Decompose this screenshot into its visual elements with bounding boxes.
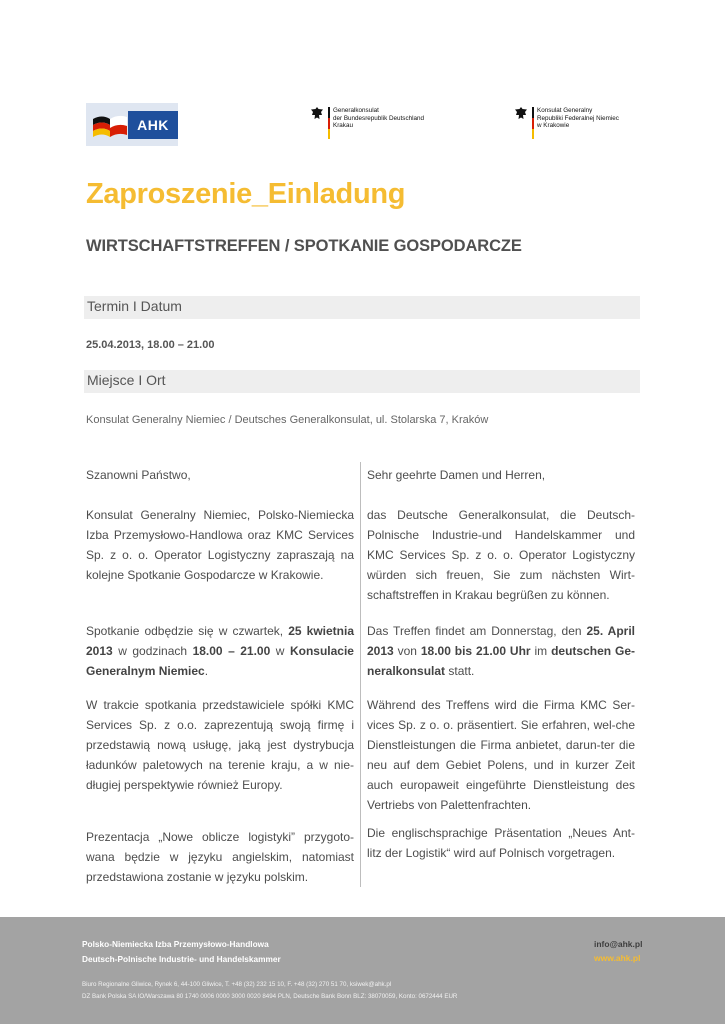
ahk-logo-text: AHK: [128, 111, 178, 139]
consulate-de-line: Generalkonsulat: [333, 107, 379, 114]
consulate-pl-line: Republiki Federalnej Niemiec: [537, 114, 619, 122]
text-run: w: [270, 644, 290, 658]
text-run: Das Treffen findet am Donnerstag, den: [367, 624, 587, 638]
flag-stripe: [532, 107, 534, 139]
text-run: im: [530, 644, 552, 658]
footer-bank: DZ Bank Polska SA IO/Warszawa 80 1740 0006 0000 3000 0020 8494 PLN, Deutsche Bank Bonn BLZ: 38070059, Konto: 0672444 EUR: [82, 993, 458, 1000]
footer-org-de: Deutsch-Polnische Industrie- und Handelskammer: [82, 954, 281, 964]
ahk-logo: [86, 103, 178, 146]
bold-run: 18.00 – 21.00: [192, 644, 271, 658]
page-title: Zaproszenie_Einladung: [86, 178, 406, 210]
event-date: 25.04.2013, 18.00 – 21.00: [86, 339, 215, 351]
text-run: statt.: [445, 664, 475, 678]
column-divider: [360, 462, 361, 887]
footer-website-link[interactable]: www.ahk.pl: [594, 953, 641, 963]
consulate-de-line: der Bundesrepublik Deutschland: [333, 114, 425, 122]
paragraph-de-2: [367, 621, 635, 681]
footer-email-link[interactable]: info@ahk.pl: [594, 939, 643, 949]
paragraph-pl-3: W trakcie spotkania przedstawiciele spółki KMC Services Sp. z o.o. zaprezentują swoją firmę i przedstawią nową usługę, jaką jest dystrybucja ładunków paletowych na terenie kraju, a w nie-długiej perspektywie również Europy.: [86, 698, 354, 792]
paragraph-pl-1: Konsulat Generalny Niemiec, Polsko-Niemiecka Izba Przemysłowo-Handlowa oraz KMC Services Sp. z o. o. Operator Logistyczny zapraszają na kolejne Spotkanie Gospodarcze w Krakowie.: [86, 508, 354, 582]
paragraph-pl-4: Prezentacja „Nowe oblicze logistyki” przygoto-wana będzie w języku angielskim, natomiast przedstawiona zostanie w języku polskim.: [86, 830, 354, 884]
paragraph-de-4: Die englischsprachige Präsentation „Neues Ant-litz der Logistik“ wird auf Polnisch vorgetragen.: [367, 826, 635, 860]
bold-run: 25. April 2013: [367, 624, 636, 658]
consulate-pl-label: [537, 107, 619, 130]
flag-stripe: [328, 107, 330, 139]
text-run: .: [204, 664, 209, 678]
footer: [0, 917, 725, 1024]
date-section-label: Termin I Datum: [87, 298, 182, 314]
federal-eagle-icon: [311, 107, 323, 121]
bold-run: 25 kwietnia 2013: [86, 624, 355, 658]
consulate-de-line: Krakau: [333, 122, 353, 129]
consulate-pl-line: w Krakowie: [537, 122, 570, 129]
paragraph-pl-2: [86, 621, 354, 681]
date-section-header: [84, 296, 640, 319]
bold-run: deutschen Ge-neralkonsulat: [367, 644, 635, 678]
paragraph-de-3: Während des Treffens wird die Firma KMC Ser-vices Sp. z o. o. präsentiert. Sie erfahren, wel-che Dienstleistungen die Firma anbietet, darun-ter die neu auf dem Gebiet Polens, und in kurzer Zeit auch europaweit eingeführte Dienstleistung des Vertriebs von Palettenfrachten.: [367, 698, 635, 812]
federal-eagle-icon: [515, 107, 527, 121]
consulate-de-label: [333, 107, 424, 130]
greeting-de: Sehr geehrte Damen und Herren,: [367, 468, 546, 482]
text-run: von: [393, 644, 421, 658]
bold-run: Konsulacie Generalnym Niemiec: [86, 644, 354, 678]
paragraph-de-1: das Deutsche Generalkonsulat, die Deutsch-Polnische Industrie-und Handelskammer und KMC Services Sp. z o. o. Operator Logistyczny würden sich freuen, Sie zum nächsten Wirt-schaftstreffen in Krakau begrüßen zu können.: [367, 508, 635, 602]
place-section-header: [84, 370, 640, 393]
place-section-label: Miejsce I Ort: [87, 372, 166, 388]
footer-org-pl: Polsko-Niemiecka Izba Przemysłowo-Handlowa: [82, 939, 269, 949]
text-run: w godzinach: [112, 644, 193, 658]
consulate-pl-line: Konsulat Generalny: [537, 107, 593, 114]
footer-address: Biuro Regionalne Gliwice, Rynek 6, 44-100 Gliwice, T. +48 (32) 232 15 10, F. +48 (32) 270 51 70, ksiwek@ahk.pl: [82, 981, 392, 988]
greeting-pl: Szanowni Państwo,: [86, 468, 191, 482]
flag-logo-icon: [93, 111, 127, 139]
text-run: Spotkanie odbędzie się w czwartek,: [86, 624, 289, 638]
page-subtitle: WIRTSCHAFTSTREFFEN / SPOTKANIE GOSPODARCZE: [86, 237, 522, 255]
event-place: Konsulat Generalny Niemiec / Deutsches Generalkonsulat, ul. Stolarska 7, Kraków: [86, 414, 489, 426]
bold-run: 18.00 bis 21.00 Uhr: [420, 644, 531, 658]
